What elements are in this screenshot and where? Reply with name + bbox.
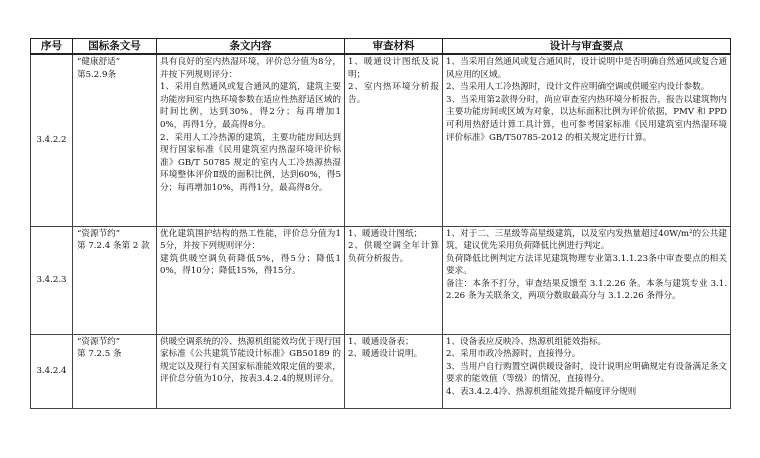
review-table-container [30, 38, 730, 409]
review-point: 4、表3.4.2.4冷、热源机组能效提升幅度评分规则 [446, 386, 637, 397]
review-point: 2、采用市政冷热源时，直接得分。 [446, 349, 581, 360]
content-paragraph: 1、采用自然通风或复合通风的建筑，建筑主要功能房间室内热环境参数在适应性热舒适区域的时间比例，达到30%，得2分；每再增加10%，再得1分，最高得8分。 [160, 82, 341, 130]
clause-category: “资源节约” [77, 336, 121, 347]
content-paragraph: 具有良好的室内热湿环境，评价总分值为8分，并按下列规则评分： [160, 57, 341, 80]
row-review-materials [345, 54, 443, 226]
table-row [31, 54, 731, 226]
row-review-materials [345, 226, 443, 334]
table-row [31, 226, 731, 334]
row-clause-number [73, 226, 157, 334]
row-clause-number [73, 334, 157, 408]
review-table [30, 38, 731, 409]
row-serial-number: 3.4.2.2 [31, 54, 73, 226]
content-paragraph: 优化建筑围护结构的热工性能，评价总分值为15分，并按下列规则评分： [160, 228, 341, 252]
row-serial-number: 3.4.2.4 [31, 334, 73, 408]
content-paragraph: 2、采用人工冷热源的建筑，主要功能房间达到现行国家标准《民用建筑室内热湿环境评价标准》GB/T 50785 规定的室内人工冷热源热湿环境整体评价Ⅱ级的面积比例，达到60%，得5分；每再增加10%，再得1分，最高得8分。 [160, 132, 341, 193]
review-point: 1、对于二、三星级等高星级建筑，以及室内发热量超过40W/m²的公共建筑，建议优先采用负荷降低比例进行判定。 [446, 228, 727, 252]
table-row [31, 334, 731, 408]
clause-category: “资源节约” [77, 228, 121, 239]
row-review-points [443, 334, 731, 408]
header-clause-content: 条文内容 [157, 39, 345, 55]
row-serial-number: 3.4.2.3 [31, 226, 73, 334]
material-item: 1、暖通设计图纸及说明； [348, 57, 439, 80]
review-point: 3、当采用第2款得分时，尚应审查室内热环境分析报告，报告以建筑物内主要功能房间或区域为对象，以达标面积比例为评价依据，PMV 和 PPD 可利用热舒适计算工具计算，也可参考国家标准《民用建筑室内热湿环境评价标准》GB/T50785-2012 的相关规定进行计算。 [446, 94, 727, 143]
material-item: 2、室内热环境分析报告。 [348, 82, 439, 105]
material-item: 2、暖通设计说明。 [348, 349, 423, 360]
row-clause-number [73, 54, 157, 226]
header-clause-number: 国标条文号 [73, 39, 157, 55]
clause-article: 第5.2.9条 [77, 69, 117, 80]
clause-article: 第 7.2.5 条 [77, 349, 122, 360]
header-review-points: 设计与审查要点 [443, 39, 731, 55]
review-point: 1、当采用自然通风或复合通风时，设计说明中是否明确自然通风或复合通风应用的区域。 [446, 57, 727, 80]
material-item: 1、暖通设备表； [348, 336, 414, 347]
header-serial-number: 序号 [31, 39, 73, 55]
table-header-row [31, 39, 731, 55]
header-review-materials: 审查材料 [345, 39, 443, 55]
content-paragraph: 建筑供暖空调负荷降低5%，得5分；降低10%，得10分；降低15%，得15分。 [160, 253, 341, 277]
review-point: 负荷降低比例判定方法详见建筑物理专业第3.1.1.23条中审查要点的相关要求。 [446, 253, 727, 277]
clause-category: “健康舒适” [77, 57, 121, 67]
review-point: 1、设备表应反映冷、热源机组能效指标。 [446, 336, 607, 347]
clause-article: 第 7.2.4 条第 2 款 [77, 241, 150, 252]
material-item: 2、供暖空调全年计算负荷分析报告。 [348, 241, 439, 264]
row-review-points [443, 54, 731, 226]
material-item: 1、暖通设计图纸； [348, 228, 423, 239]
row-review-points [443, 226, 731, 334]
row-clause-content [157, 54, 345, 226]
review-point: 2、当采用人工冷热源时，设计文件应明确空调或供暖室内设计参数。 [446, 82, 710, 93]
review-point: 备注：本条不打分，审查结果反馈至 3.1.2.26 条。本条与建筑专业 3.1.2.26 条为关联条文，两项分数取最高分与 3.1.2.26 条得分。 [446, 278, 727, 302]
row-review-materials [345, 334, 443, 408]
content-paragraph: 供暖空调系统的冷、热源机组能效均优于现行国家标准《公共建筑节能设计标准》GB50189 的规定以及现行有关国家标准能效限定值的要求，评价总分值为10分，按表3.4.2.4的规则评分。 [160, 336, 341, 385]
row-clause-content [157, 334, 345, 408]
row-clause-content [157, 226, 345, 334]
review-point: 3、当用户自行购置空调供暖设备时，设计说明应明确规定有设备满足条文要求的能效值（等级）的情况，直接得分。 [446, 361, 727, 385]
